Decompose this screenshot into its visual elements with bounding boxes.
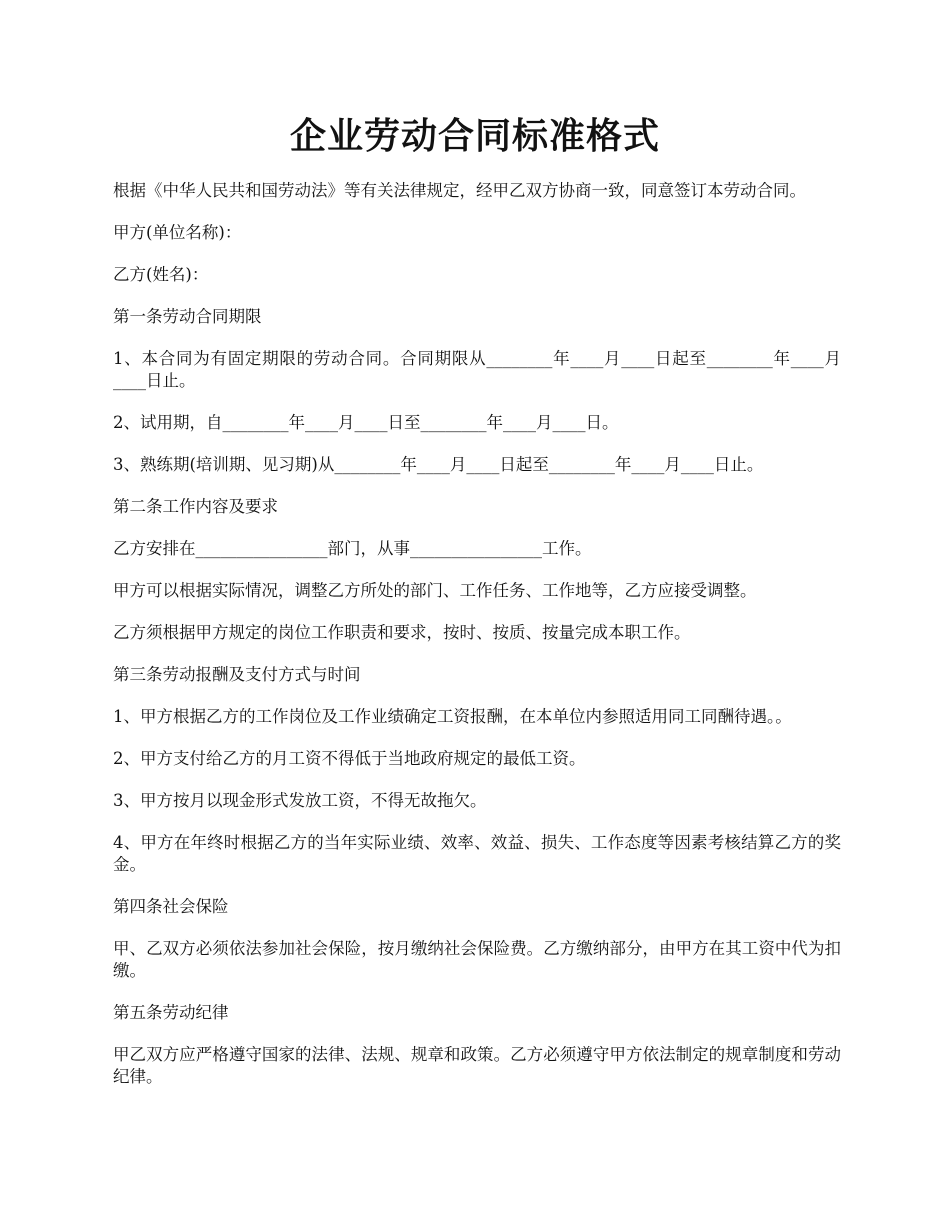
paragraph-work-assignment: 乙方安排在________________部门，从事________________工作。: [113, 539, 592, 558]
document-title: 企业劳动合同标准格式: [289, 115, 660, 157]
section-heading-1: 第一条劳动合同期限: [113, 307, 262, 326]
paragraph-discipline: 甲乙双方应严格遵守国家的法律、法规、规章和政策。乙方必须遵守甲方依法制定的规章制度和劳动纪律。: [113, 1045, 841, 1086]
paragraph-party-b: 乙方(姓名)：: [113, 265, 209, 284]
paragraph-insurance: 甲、乙双方必须依法参加社会保险，按月缴纳社会保险费。乙方缴纳部分，由甲方在其工资中代为扣缴。: [113, 939, 841, 980]
paragraph-party-a: 甲方(单位名称)：: [113, 223, 242, 242]
paragraph-term-1: 1、本合同为有固定期限的劳动合同。合同期限从________年____月____日起至________年____月____日止。: [113, 349, 841, 390]
section-heading-3: 第三条劳动报酬及支付方式与时间: [113, 665, 361, 684]
paragraph-work-adjustment: 甲方可以根据实际情况，调整乙方所处的部门、工作任务、工作地等，乙方应接受调整。: [113, 581, 757, 600]
section-heading-4: 第四条社会保险: [113, 897, 229, 916]
paragraph-pay-1: 1、甲方根据乙方的工作岗位及工作业绩确定工资报酬，在本单位内参照适用同工同酬待遇。。: [113, 707, 792, 726]
paragraph-pay-2: 2、甲方支付给乙方的月工资不得低于当地政府规定的最低工资。: [113, 749, 586, 768]
paragraph-preamble: 根据《中华人民共和国劳动法》等有关法律规定，经甲乙双方协商一致，同意签订本劳动合同。: [113, 181, 806, 200]
paragraph-pay-4: 4、甲方在年终时根据乙方的当年实际业绩、效率、效益、损失、工作态度等因素考核结算乙方的奖金。: [113, 833, 841, 874]
paragraph-term-2: 2、试用期，自________年____月____日至________年____月____日。: [113, 413, 619, 432]
section-heading-2: 第二条工作内容及要求: [113, 497, 278, 516]
paragraph-term-3: 3、熟练期(培训期、见习期)从________年____月____日起至________年____月____日止。: [113, 455, 764, 474]
section-heading-5: 第五条劳动纪律: [113, 1003, 229, 1022]
paragraph-pay-3: 3、甲方按月以现金形式发放工资，不得无故拖欠。: [113, 791, 487, 810]
paragraph-work-duties: 乙方须根据甲方规定的岗位工作职责和要求，按时、按质、按量完成本职工作。: [113, 623, 691, 642]
document-body: [113, 180, 841, 1108]
